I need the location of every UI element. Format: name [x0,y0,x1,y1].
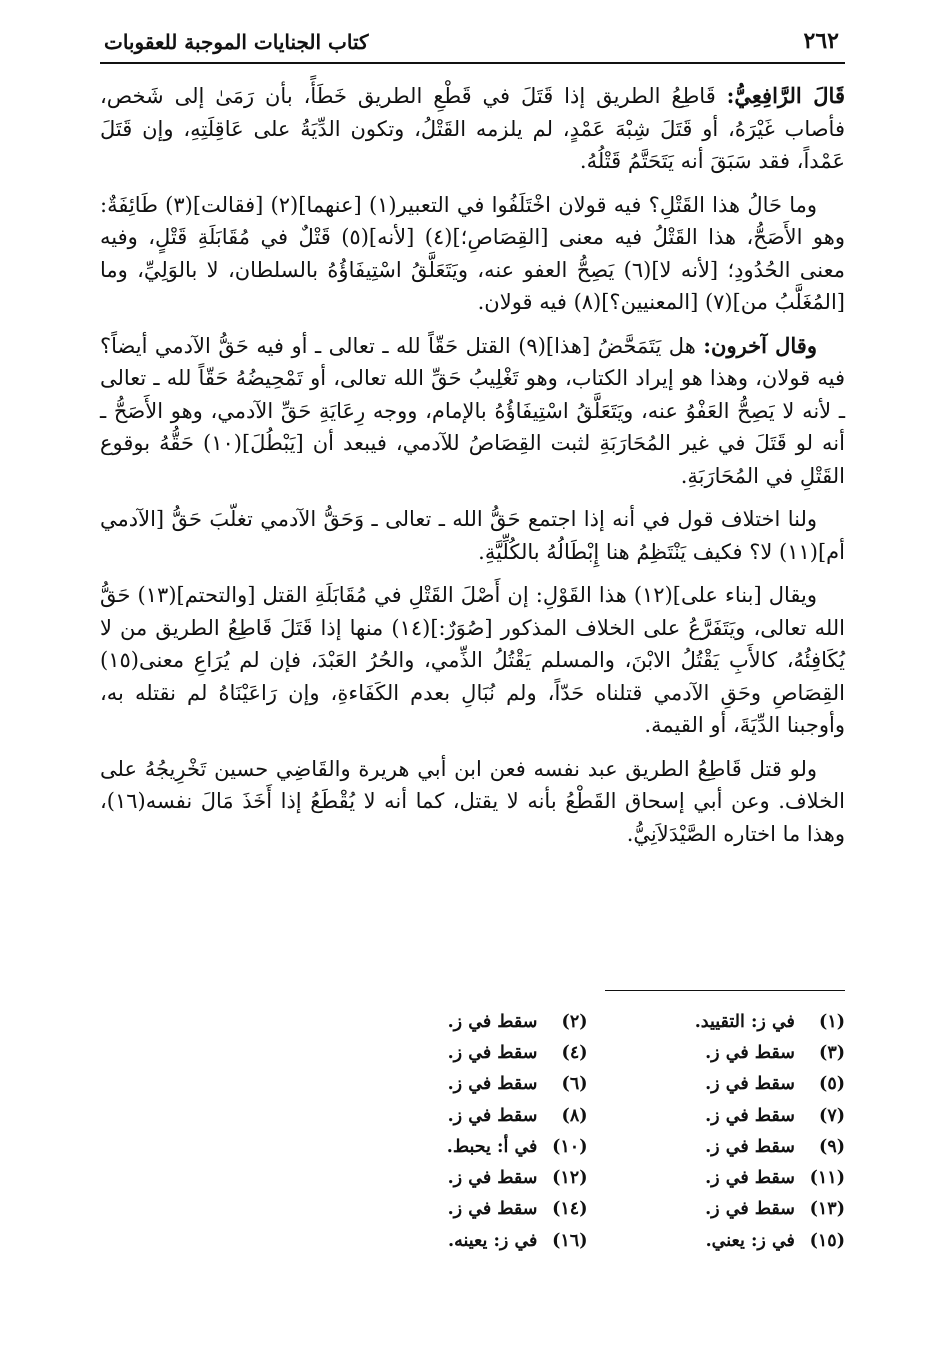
footnote-number: (١٥) [809,1230,845,1251]
footnote-number: (٢) [561,1011,588,1032]
page-number: ٢٦٢ [803,28,839,54]
footnote-row [330,1225,845,1256]
paragraph [100,330,845,493]
footnote-separator [605,990,845,991]
footnote-number: (٤) [561,1042,588,1063]
footnote-text: سقط في ز. [447,1199,538,1220]
paragraph-text: وما حَالُ هذا القَتْلِ؟ فيه قولان اخْتَلَفُوا في التعبير(١) [عنهما](٢) [فقالت](٣) طَائِفَةٌ: وهو الأَصَحُّ، هذا القَتْلُ فيه معنى [القِصَاصِ؛](٤) [لأنه](٥) قَتْلٌ في مُقَابَلَةِ قَتْلٍ، وفيه معنى الحُدُودِ؛ [لأنه لا](٦) يَصِحُّ العفو عنه، ويَتَعَلَّقُ اسْتِيفَاؤُهُ بالسلطان، لا بالوَلِيِّ، وما [المُغَلَّبُ من](٧) [المعنيين؟](٨) فيه قولان. [100,192,845,314]
paragraph [100,503,845,568]
running-header [100,26,845,64]
footnote [588,1106,846,1126]
book-title: كتاب الجنايات الموجبة للعقوبات [104,30,369,54]
footnote-row [330,1006,845,1037]
footnote-text: سقط في ز. [705,1136,795,1157]
footnote-number: (١٢) [552,1168,588,1189]
footnote [330,1106,588,1126]
footnote-number: (٦) [561,1074,588,1095]
footnote-number: (٥) [819,1074,845,1095]
footnote-number: (١٣) [809,1199,845,1220]
footnote [588,1074,846,1094]
footnote [330,1231,588,1251]
footnote-text: في ز: يعينه. [448,1230,538,1251]
footnote-number: (١٤) [552,1199,588,1220]
footnote-text: سقط في ز. [447,1168,538,1189]
footnote-number: (٨) [561,1105,588,1126]
paragraph-text: ويقال [بناء على](١٢) هذا القَوْلِ: إن أَصْلَ القَتْلِ في مُقَابَلَةِ القتل [والتحتم](١٣) حَقُّ الله تعالى، ويَتَفَرَّعُ على الخلاف المذكور [صُوَرٌ:](١٤) منها إذا قَتَلَ قَاطِعُ الطريق من لا يُكَافِئُهُ، كالأَبِ يَقْتُلُ الابْنَ، والمسلم يَقْتُلُ الذِّمي، والحُرُ العَبْدَ، فإن لم يُرَاعِ معنى(١٥) القِصَاصِ وحَقِ الآدمي قتلناه حَدّاً، ولم نُبَالِ بعدم الكَفَاءةِ، وإن رَاعَيْنَاهُ لم نقتله به، وأوجبنا الدِّيَةَ، أو القيمة. [100,583,846,737]
paragraph [100,189,845,319]
footnote-text: في ز: التقييد. [694,1011,795,1032]
footnote-number: (٧) [819,1105,845,1126]
paragraph [100,753,845,851]
footnote-number: (٩) [819,1136,845,1157]
footnote [588,1231,846,1251]
footnote-row [330,1037,845,1068]
footnote [588,1168,846,1188]
footnote-row [330,1194,845,1225]
footnote-text: سقط في ز. [447,1042,538,1063]
footnote-text: سقط في ز. [705,1199,795,1220]
footnote-number: (١١) [809,1168,845,1189]
footnote-text: سقط في ز. [447,1074,538,1095]
footnote [588,1043,846,1063]
footnote [588,1012,846,1032]
footnote-row [330,1069,845,1100]
footnote-text: سقط في ز. [705,1168,795,1189]
main-text [100,80,845,861]
footnote-row [330,1131,845,1162]
footnote [330,1074,588,1094]
paragraph-text: قَاطِعُ الطريق إذا قَتَلَ في قَطْعِ الطريق خَطَأً، بأن رَمَىٰ إلى شَخص، فأصاب غَيْرَهُ، أو قَتَلَ شِبْهَ عَمْدٍ، لم يلزمه القَتْلُ، وتكون الدِّيَةُ على عَاقِلَتِهِ، وإن قَتَلَ عَمْداً، فقد سَبَقَ أنه يَتَحَتَّمُ قَتْلُهُ. [100,84,845,173]
paragraph-lead: وقال آخرون: [703,332,817,358]
paragraph-text: ولو قتل قَاطِعُ الطريق عبد نفسه فعن ابن أبي هريرة والقَاضِي حسين تَخْرِيجُهُ على الخلاف. وعن أبي إسحاق القَطْعُ بأنه لا يقتل، كما أنه لا يُقْطَعُ إذا أَخَذَ مَالَ نفسه(١٦)، وهذا ما اختاره الصَّيْدَلاَنِيُّ. [100,756,845,846]
paragraph [100,579,845,742]
footnote [330,1199,588,1219]
footnote-row [330,1100,845,1131]
footnote-text: في ز: يعني. [705,1230,795,1251]
footnote [588,1137,846,1157]
footnote [330,1043,588,1063]
footnote-text: في أ: يحبط. [446,1136,538,1157]
footnote-text: سقط في ز. [705,1105,795,1126]
paragraph [100,80,845,178]
footnote-number: (١٦) [552,1230,588,1251]
footnote-number: (١) [819,1011,845,1032]
footnote [330,1168,588,1188]
footnote-row [330,1162,845,1193]
footnote [330,1012,588,1032]
footnote-text: سقط في ز. [447,1011,538,1032]
paragraph-text: هل يَتَمَحَّضُ [هذا](٩) القتل حَقّاً لله ـ تعالى ـ أو فيه حَقُّ الآدمي أيضاً؟ فيه قولان، وهذا هو إيراد الكتاب، وهو تَغْلِيبُ حَقِّ الله تعالى، أو تَمْحِيضُهُ حَقّاً لله ـ تعالى ـ لأنه لا يَصِحُّ العَفْوُ عنه، ويَتَعَلَّقُ اسْتِيفَاؤُهُ بالإمام، ووجه رِعَايَةِ حَقِّ الآدمي، وهو الأَصَحُّ ـ أنه لو قَتَلَ في غير المُحَارَبَةِ لثبت القِصَاصُ للآدمي، فيبعد أن [يَبْطُلَ](١٠) حَقُّهُ بوقوع القَتْلِ في المُحَارَبَةِ. [100,333,845,488]
footnote-text: سقط في ز. [705,1042,795,1063]
footnote-text: سقط في ز. [705,1074,795,1095]
footnote [588,1199,846,1219]
footnote-number: (٣) [819,1042,845,1063]
footnote-text: سقط في ز. [447,1105,538,1126]
footnote [330,1137,588,1157]
footnotes [330,1006,845,1256]
paragraph-lead: قَالَ الرَّافِعِيُّ: [726,83,845,108]
paragraph-text: ولنا اختلاف قول في أنه إذا اجتمع حَقُّ الله ـ تعالى ـ وَحَقُّ الآدمي تغلّبَ حَقُّ [الآدمي أم](١١) لا؟ فكيف يَنْتَظِمُ هنا إِبْطَالُهُ بالكُلِّيَّةِ. [100,507,845,564]
footnote-number: (١٠) [552,1136,588,1157]
